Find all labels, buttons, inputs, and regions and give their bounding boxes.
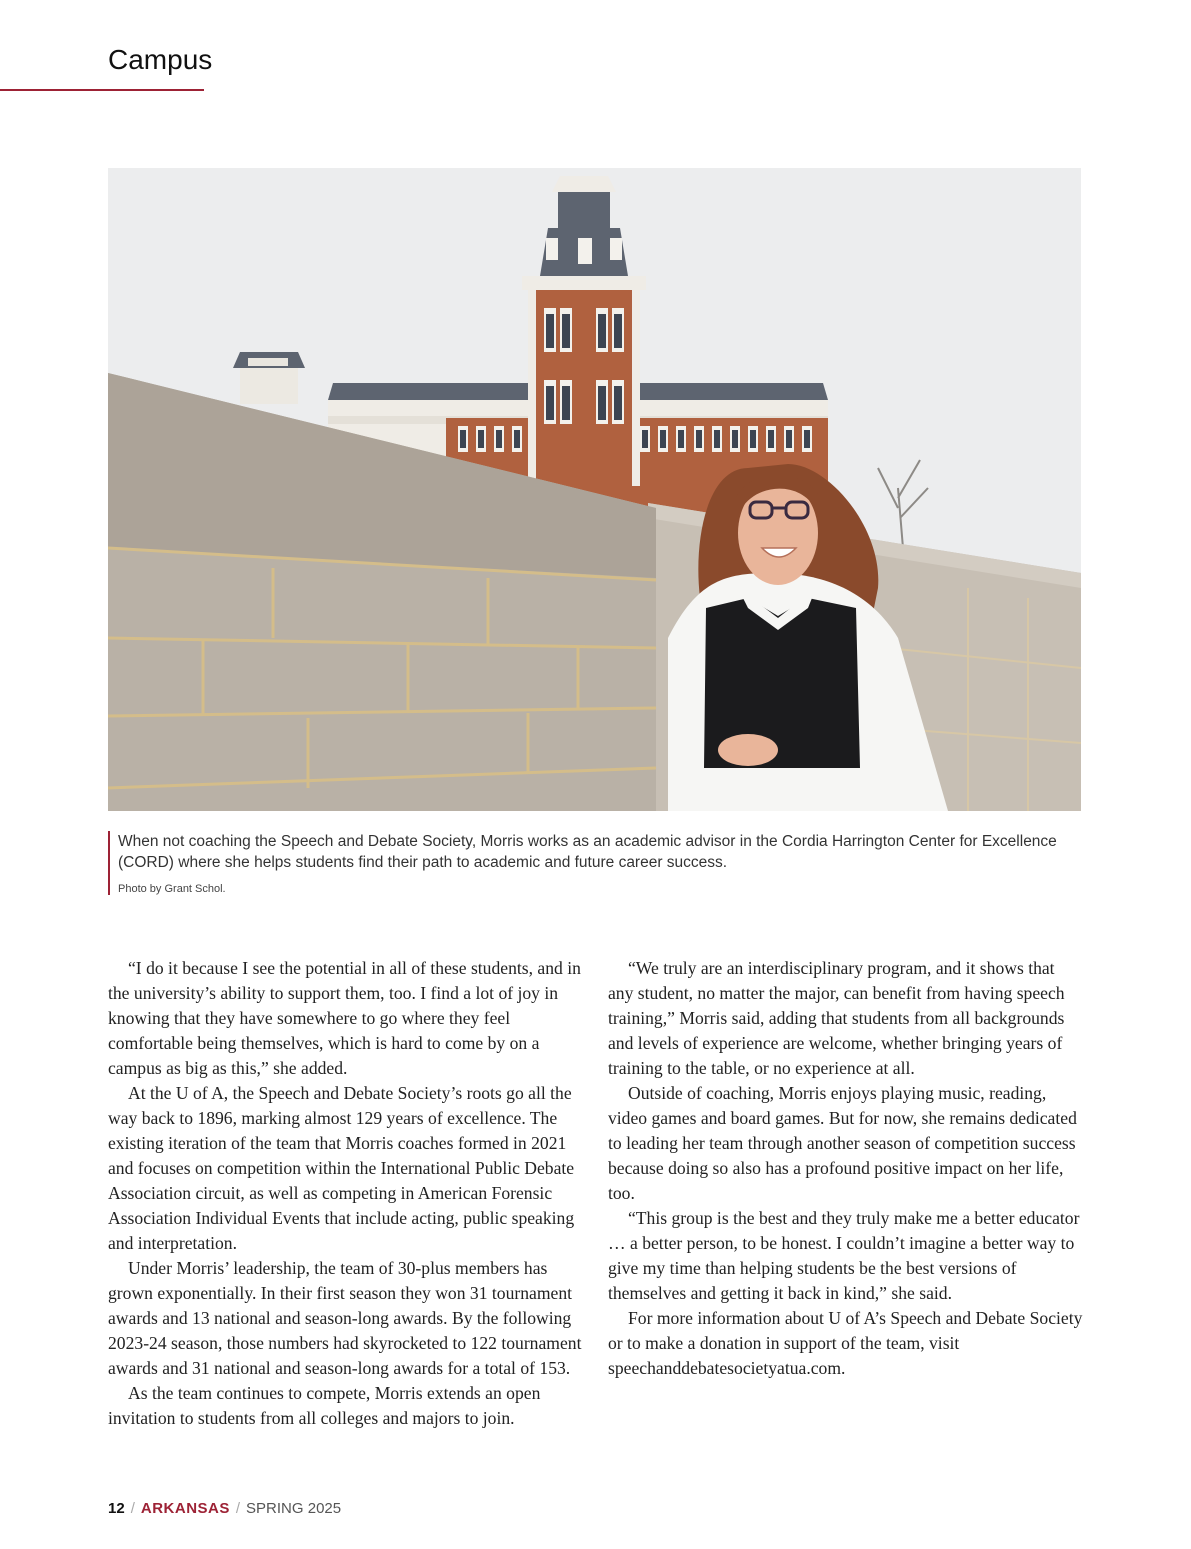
section-label: Campus [108, 44, 213, 75]
article-paragraph: As the team continues to compete, Morris extends an open invitation to students from all colleges and majors to join. [108, 1383, 541, 1428]
issue-label: SPRING 2025 [246, 1500, 342, 1517]
photo-credit: Photo by Grant Schol. [118, 883, 226, 895]
feature-photo [108, 168, 1081, 811]
article-column-right [608, 956, 1084, 1381]
article-paragraph: Under Morris’ leadership, the team of 30-plus members has grown exponentially. In their first season they won 31 tournament awards and 13 national and season-long awards. By the following 2023-24 season, those numbers had skyrocketed to 122 tournament awards and 31 national and season-long awards for a total of 153. [108, 1258, 582, 1378]
section-rule [0, 89, 204, 91]
magazine-name: ARKANSAS [140, 1500, 230, 1517]
page-footer [108, 1500, 341, 1517]
left-small-tower [233, 352, 305, 404]
article-paragraph: For more information about U of A’s Speech and Debate Society or to make a donation in support of the team, visit speechanddebatesocietyatua.com. [608, 1308, 1083, 1378]
article-paragraph: At the U of A, the Speech and Debate Society’s roots go all the way back to 1896, marking almost 129 years of excellence. The existing iteration of the team that Morris coaches formed in 2021 and focuses on competition within the International Public Debate Association circuit, as well as competing in American Forensic Association Individual Events that include acting, public speaking and interpretation. [108, 1083, 575, 1253]
footer-separator: / [235, 1500, 241, 1517]
footer-separator: / [130, 1500, 135, 1517]
photo-caption: When not coaching the Speech and Debate Society, Morris works as an academic advisor in the Cordia Harrington Center for Excellence (CORD) where she helps students find their path to academic and future career success. [118, 833, 1057, 871]
article-column-left [108, 956, 584, 1431]
article-paragraph: “We truly are an interdisciplinary program, and it shows that any student, no matter the major, can benefit from having speech training,” Morris said, adding that students from all backgrounds and levels of experience are welcome, whether bringing years of training to the table, or no experience at all. [608, 958, 1065, 1078]
page-number: 12 [108, 1500, 125, 1517]
article-paragraph: “This group is the best and they truly make me a better educator … a better person, to be honest. I couldn’t imagine a better way to give my time than helping students be the best versions of themselves and getting it back in kind,” she said. [608, 1208, 1080, 1303]
photo-caption-block [108, 831, 1078, 895]
article-paragraph: Outside of coaching, Morris enjoys playing music, reading, video games and board games. But for now, she remains dedicated to leading her team through another season of competition success because doing so also has a profound positive impact on her life, too. [608, 1083, 1077, 1203]
article-paragraph: “I do it because I see the potential in all of these students, and in the university’s ability to support them, too. I find a lot of joy in knowing that they have somewhere to go where they feel comfortable being themselves, which is hard to come by on a campus as big as this,” she added. [108, 958, 581, 1078]
